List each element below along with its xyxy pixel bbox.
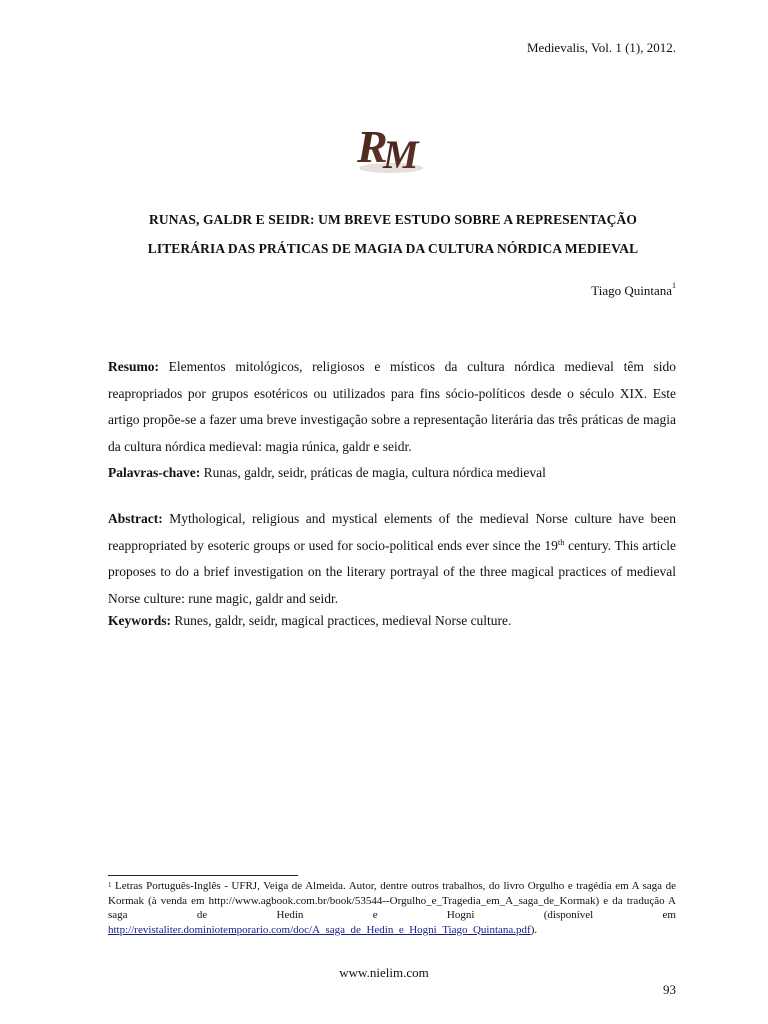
- abstract-superscript: th: [557, 536, 565, 547]
- keywords-label: Keywords:: [108, 613, 171, 628]
- palavras-label: Palavras-chave:: [108, 465, 201, 480]
- resumo-paragraph: [108, 354, 676, 460]
- title-line-2: LITERÁRIA DAS PRÁTICAS DE MAGIA DA CULTURA NÓRDICA MEDIEVAL: [147, 241, 639, 256]
- svg-text:M: M: [383, 132, 419, 177]
- resumo-text: Elementos mitológicos, religiosos e místicos da cultura nórdica medieval têm sido reapropriados por grupos esotéricos ou utilizados para fins sócio-políticos desde o século XIX. Este artigo propõe-se a fazer uma breve investigação sobre a representação literária das três práticas de magia da cultura nórdica medieval: magia rúnica, galdr e seidr.: [108, 359, 676, 454]
- svg-text:R: R: [357, 121, 388, 172]
- footnote-end: ).: [530, 923, 538, 936]
- title-line-1: RUNAS, GALDR E SEIDR: UM BREVE ESTUDO SOBRE A REPRESENTAÇÃO: [149, 212, 637, 227]
- keywords-text: Runes, galdr, seidr, magical practices, medieval Norse culture.: [171, 613, 512, 628]
- keywords-paragraph: [108, 608, 676, 635]
- footnote-mark: 1: [108, 881, 112, 889]
- palavras-text: Runas, galdr, seidr, práticas de magia, cultura nórdica medieval: [200, 465, 546, 480]
- abstract-label: Abstract:: [108, 511, 163, 526]
- abstract-paragraph: [108, 506, 676, 612]
- footnote-text: Letras Português-Inglês - UFRJ, Veiga de Almeida. Autor, dentre outros trabalhos, do livro Orgulho e tragédia em A saga de Kormak (à venda em http://www.agbook.com.br/book/53544--Orgulho_e_Tragedia_em_A_saga_de_Kormak) e da tradução A saga de Hedin e Hogni (disponível em: [108, 880, 676, 921]
- article-title: [108, 205, 678, 263]
- footnote-divider: [108, 875, 298, 876]
- journal-logo-icon: [353, 118, 427, 180]
- author-footnote-mark: 1: [672, 281, 676, 290]
- author-name-text: Tiago Quintana: [591, 283, 672, 298]
- palavras-chave-paragraph: [108, 460, 676, 487]
- footnote: [108, 879, 676, 937]
- resumo-label: Resumo:: [108, 359, 159, 374]
- abstract-text-before: Mythological, religious and mystical elements of the medieval Norse culture have been reappropriated by esoteric groups or used for socio-political ends ever since the 19: [108, 511, 676, 553]
- journal-header: Medievalis, Vol. 1 (1), 2012.: [526, 40, 676, 55]
- author-name: [591, 283, 676, 299]
- footer-site: www.nielim.com: [339, 965, 429, 980]
- footnote-link[interactable]: http://revistaliter.dominiotemporario.com/doc/A_saga_de_Hedin_e_Hogni_Tiago_Quintana.pdf: [108, 923, 531, 936]
- abstract-text-after: century. This article proposes to do a brief investigation on the literary portrayal of the three magical practices of medieval Norse culture: rune magic, galdr and seidr.: [108, 537, 676, 606]
- page-number: 93: [663, 982, 676, 997]
